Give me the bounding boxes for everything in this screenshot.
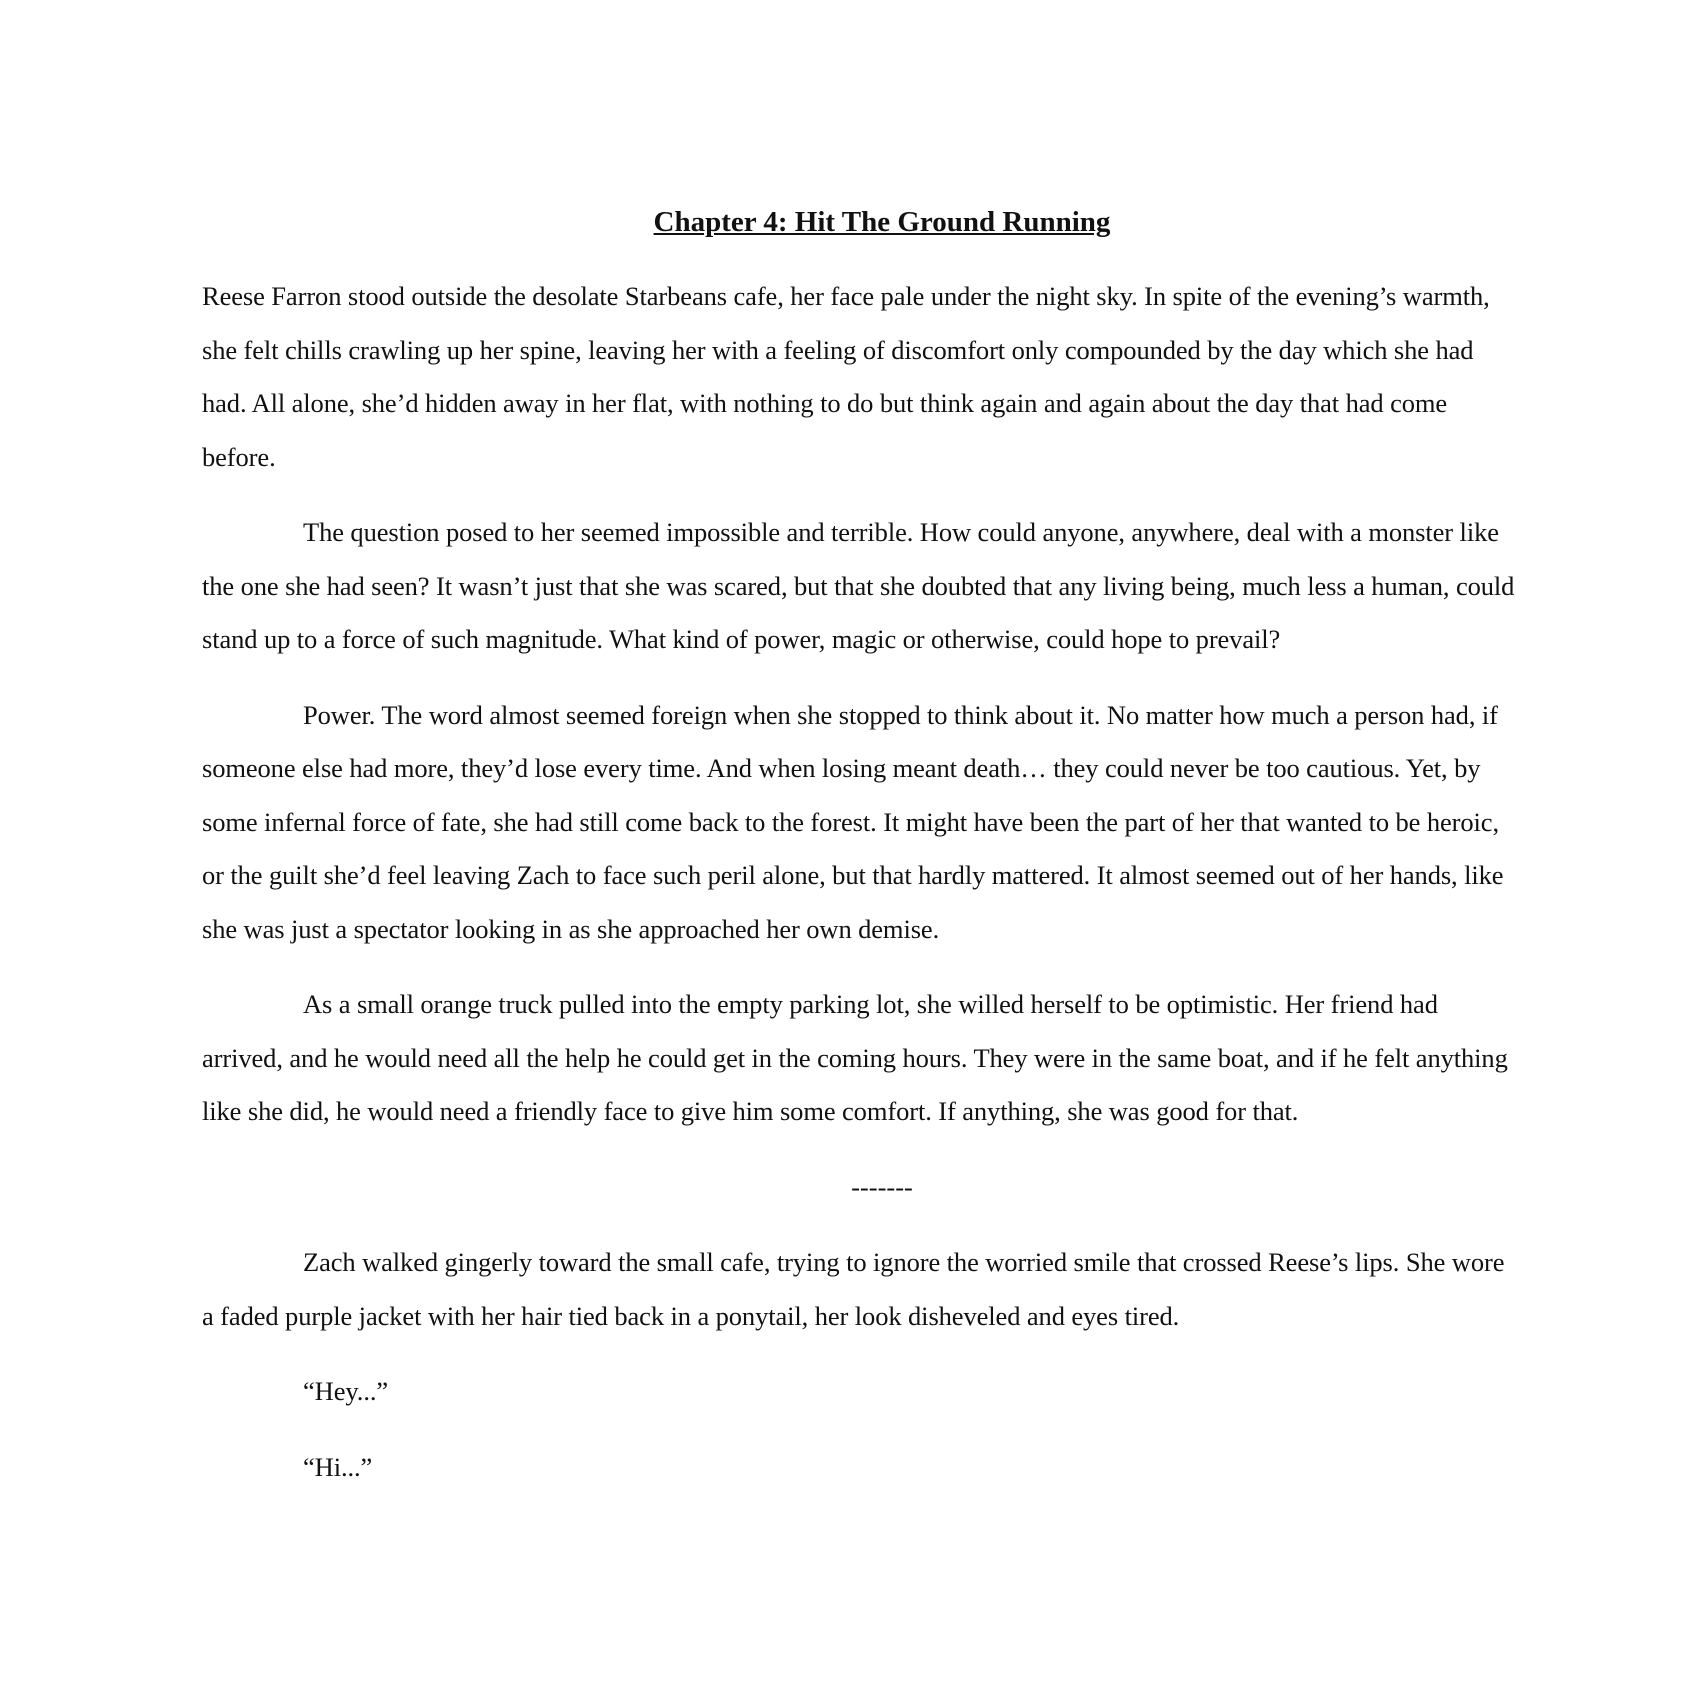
document-body [202, 200, 1522, 1494]
dialogue-line-hey: “Hey...” [303, 1376, 389, 1406]
scene-separator: ------- [851, 1171, 913, 1202]
paragraph-1: Reese Farron stood outside the desolate Starbeans cafe, her face pale under the night sky. In spite of the evening’s warmth, she felt chills crawling up her spine, leaving her with a feeling of discomfort only compounded by the day which she had had. All alone, she’d hidden away in her flat, with nothing to do but think again and again about the day that had come before. [202, 281, 1490, 472]
paragraph-5: Zach walked gingerly toward the small cafe, trying to ignore the worried smile that crossed Reese’s lips. She wore a faded purple jacket with her hair tied back in a ponytail, her look disheveled and eyes tired. [202, 1247, 1505, 1331]
paragraph-2: The question posed to her seemed impossible and terrible. How could anyone, anywhere, deal with a monster like the one she had seen? It wasn’t just that she was scared, but that she doubted that any living being, much less a human, could stand up to a force of such magnitude. What kind of power, magic or otherwise, could hope to prevail? [202, 517, 1515, 654]
chapter-title: Chapter 4: Hit The Ground Running [653, 206, 1111, 238]
paragraph-4: As a small orange truck pulled into the empty parking lot, she willed herself to be optimistic. Her friend had arrived, and he would need all the help he could get in the coming hours. They were in the same boat, and if he felt anything like she did, he would need a friendly face to give him some comfort. If anything, she was good for that. [202, 989, 1508, 1126]
dialogue-line-hi: “Hi...” [303, 1451, 373, 1482]
paragraph-3: Power. The word almost seemed foreign when she stopped to think about it. No matter how much a person had, if someone else had more, they’d lose every time. And when losing meant death… they could never be too cautious. Yet, by some infernal force of fate, she had still come back to the forest. It might have been the part of her that wanted to be heroic, or the guilt she’d feel leaving Zach to face such peril alone, but that hardly mattered. It almost seemed out of her hands, like she was just a spectator looking in as she approached her own demise. [202, 699, 1504, 944]
